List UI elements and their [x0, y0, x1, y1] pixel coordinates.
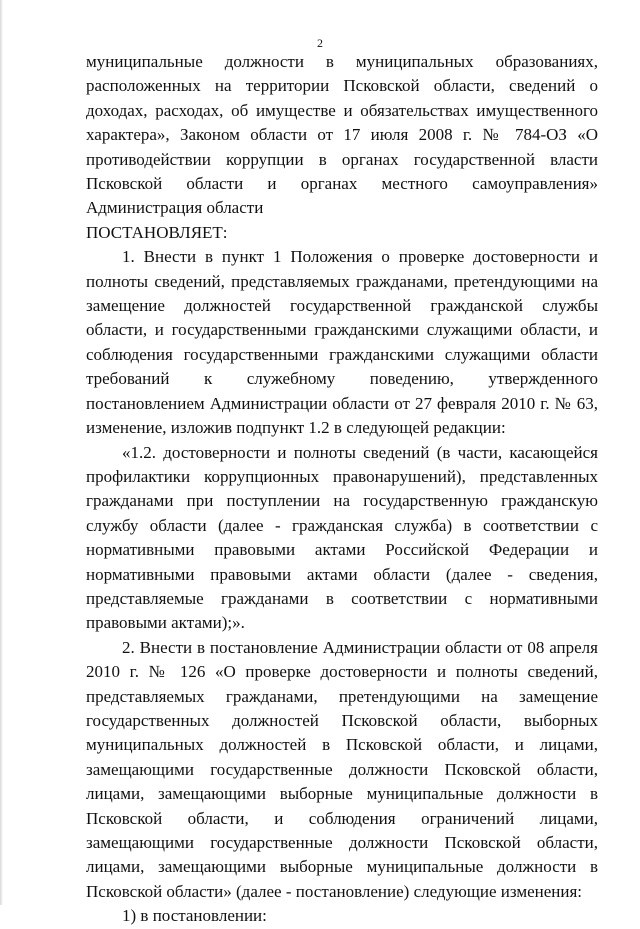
page-number: 2	[317, 36, 323, 50]
paragraph-continuation: муниципальные должности в муниципальных образованиях, расположенных на территории Псковской области, сведений о доходах, расходах, об имуществе и обязательствах имущественного характера», Законом области от 17 июля 2008 г. № 784-ОЗ «О противодействии коррупции в органах государственной власти Псковской области и органах местного самоуправления» Администрация области	[86, 52, 598, 218]
paragraph-subitem-1: 1) в постановлении:	[122, 906, 267, 926]
document-body	[86, 50, 598, 929]
paragraph-quote-1-2: «1.2. достоверности и полноты сведений (в части, касающейся профилактики коррупционных правонарушений), представленных гражданами при поступлении на государственную гражданскую службу области (далее - гражданская служба) в соответствии с нормативными правовыми актами Российской Федерации и нормативными правовыми актами области (далее - сведения, представляемые гражданами в соответствии с нормативными правовыми актами);».	[86, 442, 598, 633]
paragraph-resolves: ПОСТАНОВЛЯЕТ:	[86, 222, 228, 242]
paragraph-item-1: 1. Внести в пункт 1 Положения о проверке достоверности и полноты сведений, представляемых гражданами, претендующими на замещение должностей государственной гражданской службы области, и государственными гражданскими служащими области, и соблюдения государственными гражданскими служащими области требований к служебному поведению, утвержденного постановлением Администрации области от 27 февраля 2010 г. № 63, изменение, изложив подпункт 1.2 в следующей редакции:	[86, 247, 598, 438]
paragraph-item-2: 2. Внести в постановление Администрации области от 08 апреля 2010 г. № 126 «О проверке достоверности и полноты сведений, представляемых гражданами, претендующими на замещение государственных должностей Псковской области, выборных муниципальных должностей в Псковской области, и лицами, замещающими государственные должности Псковской области, лицами, замещающими выборные муниципальные должности в Псковской области, и соблюдения ограничений лицами, замещающими государственные должности Псковской области, лицами, замещающими выборные муниципальные должности в Псковской области» (далее - постановление) следующие изменения:	[86, 637, 598, 901]
scan-edge	[0, 0, 3, 905]
